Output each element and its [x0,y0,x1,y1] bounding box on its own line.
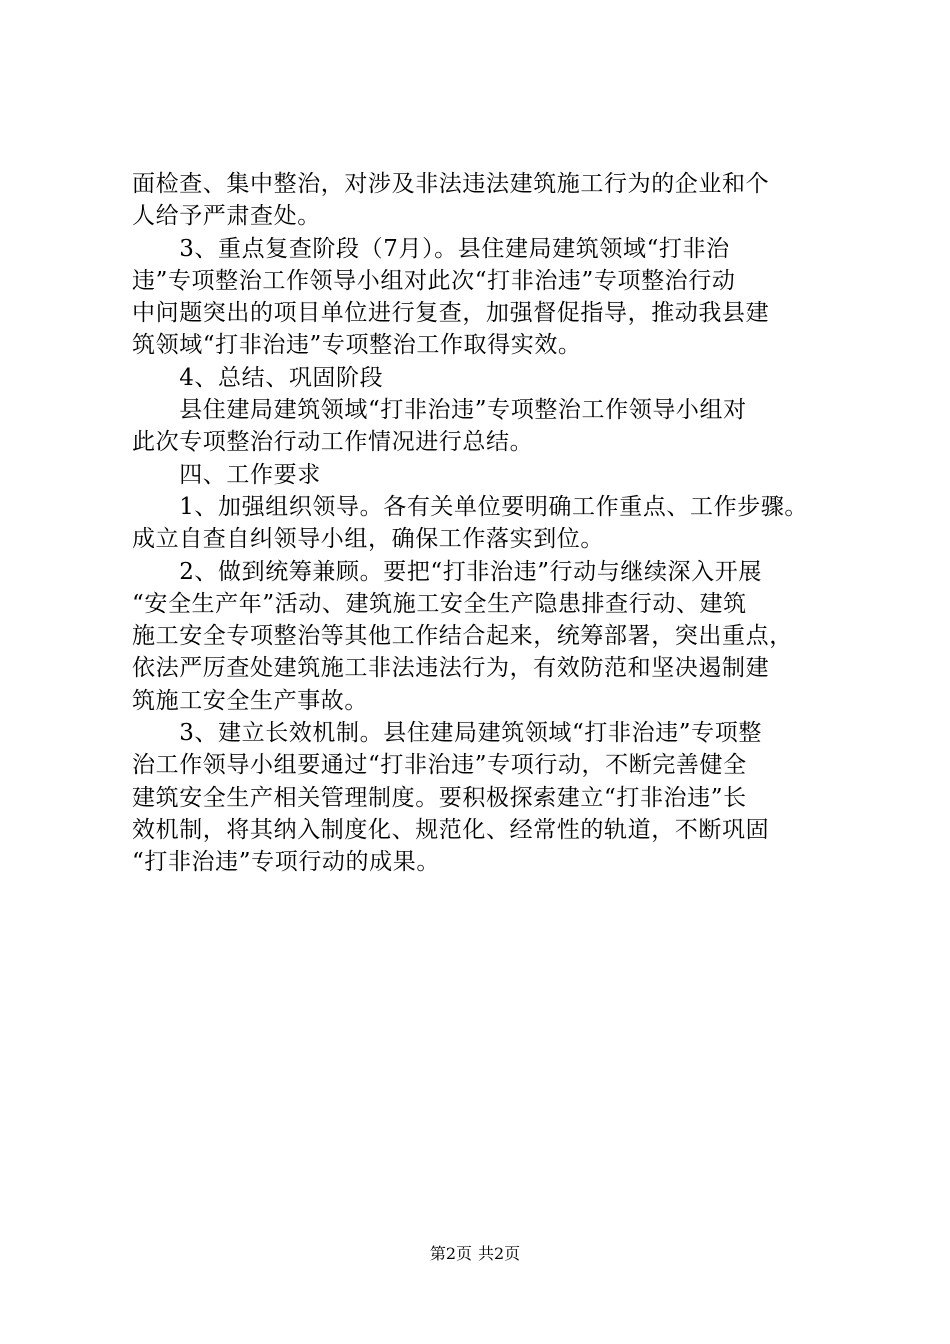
body-line: 成立自查自纠领导小组，确保工作落实到位。 [132,526,604,553]
body-line: 违”专项整治工作领导小组对此次“打非治违”专项整治行动 [132,267,736,294]
body-line: 效机制，将其纳入制度化、规范化、经常性的轨道，不断巩固 [132,816,770,843]
body-line: 此次专项整治行动工作情况进行总结。 [132,429,534,456]
body-line: 中问题突出的项目单位进行复查，加强督促指导，推动我县建 [132,300,770,327]
body-line: 依法严厉查处建筑施工非法违法行为，有效防范和坚决遏制建 [132,655,770,682]
body-line: 筑领域“打非治违”专项整治工作取得实效。 [132,332,582,359]
body-line: 3、重点复查阶段（7月）。县住建局建筑领域“打非治 [132,235,730,262]
document-body [132,168,832,879]
body-line: 县住建局建筑领域“打非治违”专项整治工作领导小组对 [132,397,747,424]
page-footer [0,1243,950,1265]
body-line: 3、建立长效机制。县住建局建筑领域“打非治违”专项整 [132,720,762,747]
body-line: “安全生产年”活动、建筑施工安全生产隐患排查行动、建筑 [132,590,747,617]
body-line: 建筑安全生产相关管理制度。要积极探索建立“打非治违”长 [132,784,747,811]
section-heading: 4、总结、巩固阶段 [132,364,384,391]
body-line: 筑施工安全生产事故。 [132,687,368,714]
body-line: 施工安全专项整治等其他工作结合起来，统筹部署，突出重点， [132,623,793,650]
page-total: 共2页 [478,1244,521,1263]
body-line: 面检查、集中整治，对涉及非法违法建筑施工行为的企业和个 [132,171,770,197]
body-line: 治工作领导小组要通过“打非治违”专项行动，不断完善健全 [132,752,747,779]
body-line: “打非治违”专项行动的成果。 [132,849,440,876]
body-line: 1、加强组织领导。各有关单位要明确工作重点、工作步骤。 [132,493,809,520]
page-number: 第2页 [429,1244,472,1263]
section-heading: 四、工作要求 [132,461,321,488]
body-line: 2、做到统筹兼顾。要把“打非治违”行动与继续深入开展 [132,558,762,585]
body-line: 人给予严肃查处。 [132,203,321,230]
